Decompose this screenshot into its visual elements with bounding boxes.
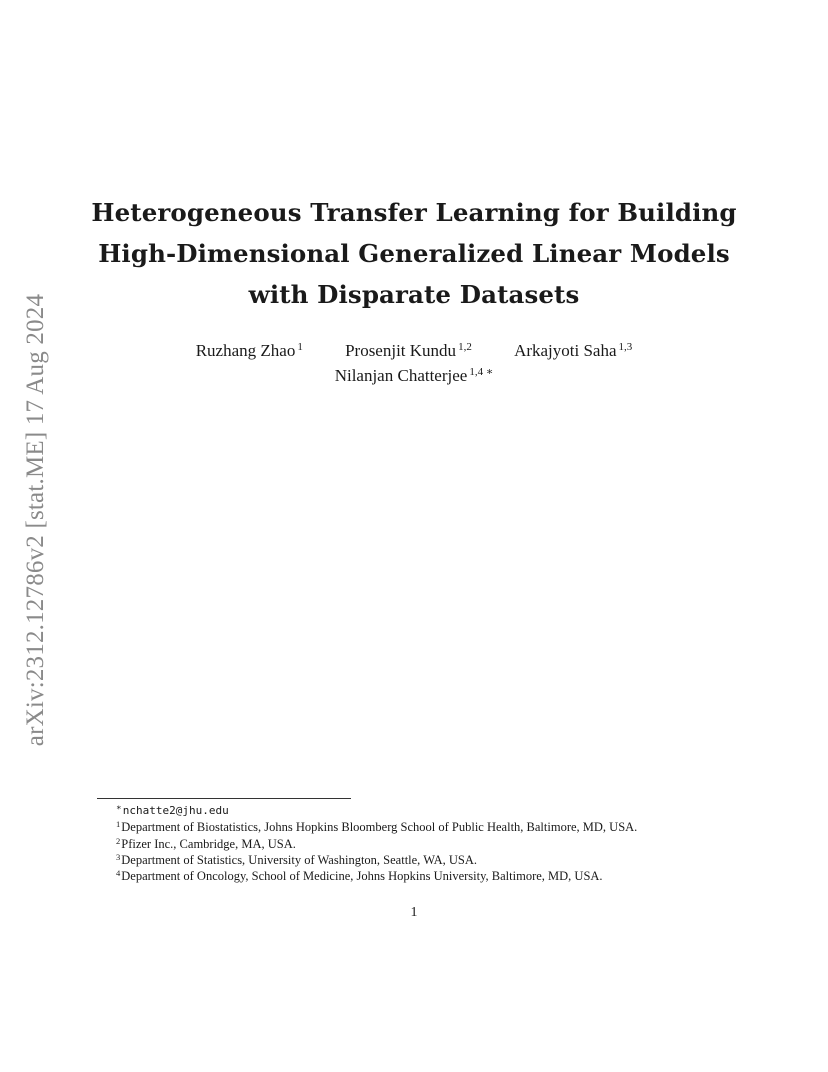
author-nilanjan-chatterjee [335,363,494,388]
footnote-affiliation-2 [116,836,796,852]
footnote-mark: 3 [116,851,121,862]
footnote-mark: ∗ [116,802,122,812]
author-name: Ruzhang Zhao [195,341,296,360]
paper-title [60,192,768,315]
arxiv-identifier-text: arXiv:2312.12786v2 [stat.ME] 17 Aug 2024 [22,293,49,747]
title-line-1: Heterogeneous Transfer Learning for Building [91,198,737,227]
author-arkajyoti-saha [514,338,632,363]
author-affiliation: 1,4 ∗ [469,366,494,378]
footnote-text: Department of Oncology, School of Medicine, Johns Hopkins University, Baltimore, MD, USA. [121,869,603,884]
corresponding-email: nchatte2@jhu.edu [122,804,229,817]
author-name: Nilanjan Chatterjee [334,366,468,385]
author-name: Prosenjit Kundu [345,341,457,360]
author-row-1 [60,338,768,363]
author-affiliation: 1,3 [618,341,633,353]
author-affiliation: 1,2 [458,341,472,353]
title-line-3: with Disparate Datasets [248,280,580,309]
author-ruzhang-zhao [196,338,303,363]
footnote-email [116,802,796,819]
footnote-text: Department of Biostatistics, Johns Hopkins Bloomberg School of Public Health, Baltimore, MD, USA. [121,820,638,835]
footnote-text: Department of Statistics, University of Washington, Seattle, WA, USA. [121,852,478,867]
footnotes [116,802,796,884]
footnote-mark: 1 [116,819,121,830]
footnote-affiliation-1 [116,819,796,835]
author-affiliation: 1 [297,341,303,353]
footnote-affiliation-4 [116,868,796,884]
author-prosenjit-kundu [345,338,472,363]
page-number: 1 [410,905,418,920]
footnote-affiliation-3 [116,852,796,868]
author-row-2 [60,363,768,388]
footnote-mark: 4 [116,868,121,879]
footnote-divider [97,798,351,799]
author-name: Arkajyoti Saha [514,341,617,360]
footnote-mark: 2 [116,835,121,846]
footnote-text: Pfizer Inc., Cambridge, MA, USA. [121,836,296,851]
title-line-2: High-Dimensional Generalized Linear Models [98,239,730,268]
author-list [60,338,768,388]
